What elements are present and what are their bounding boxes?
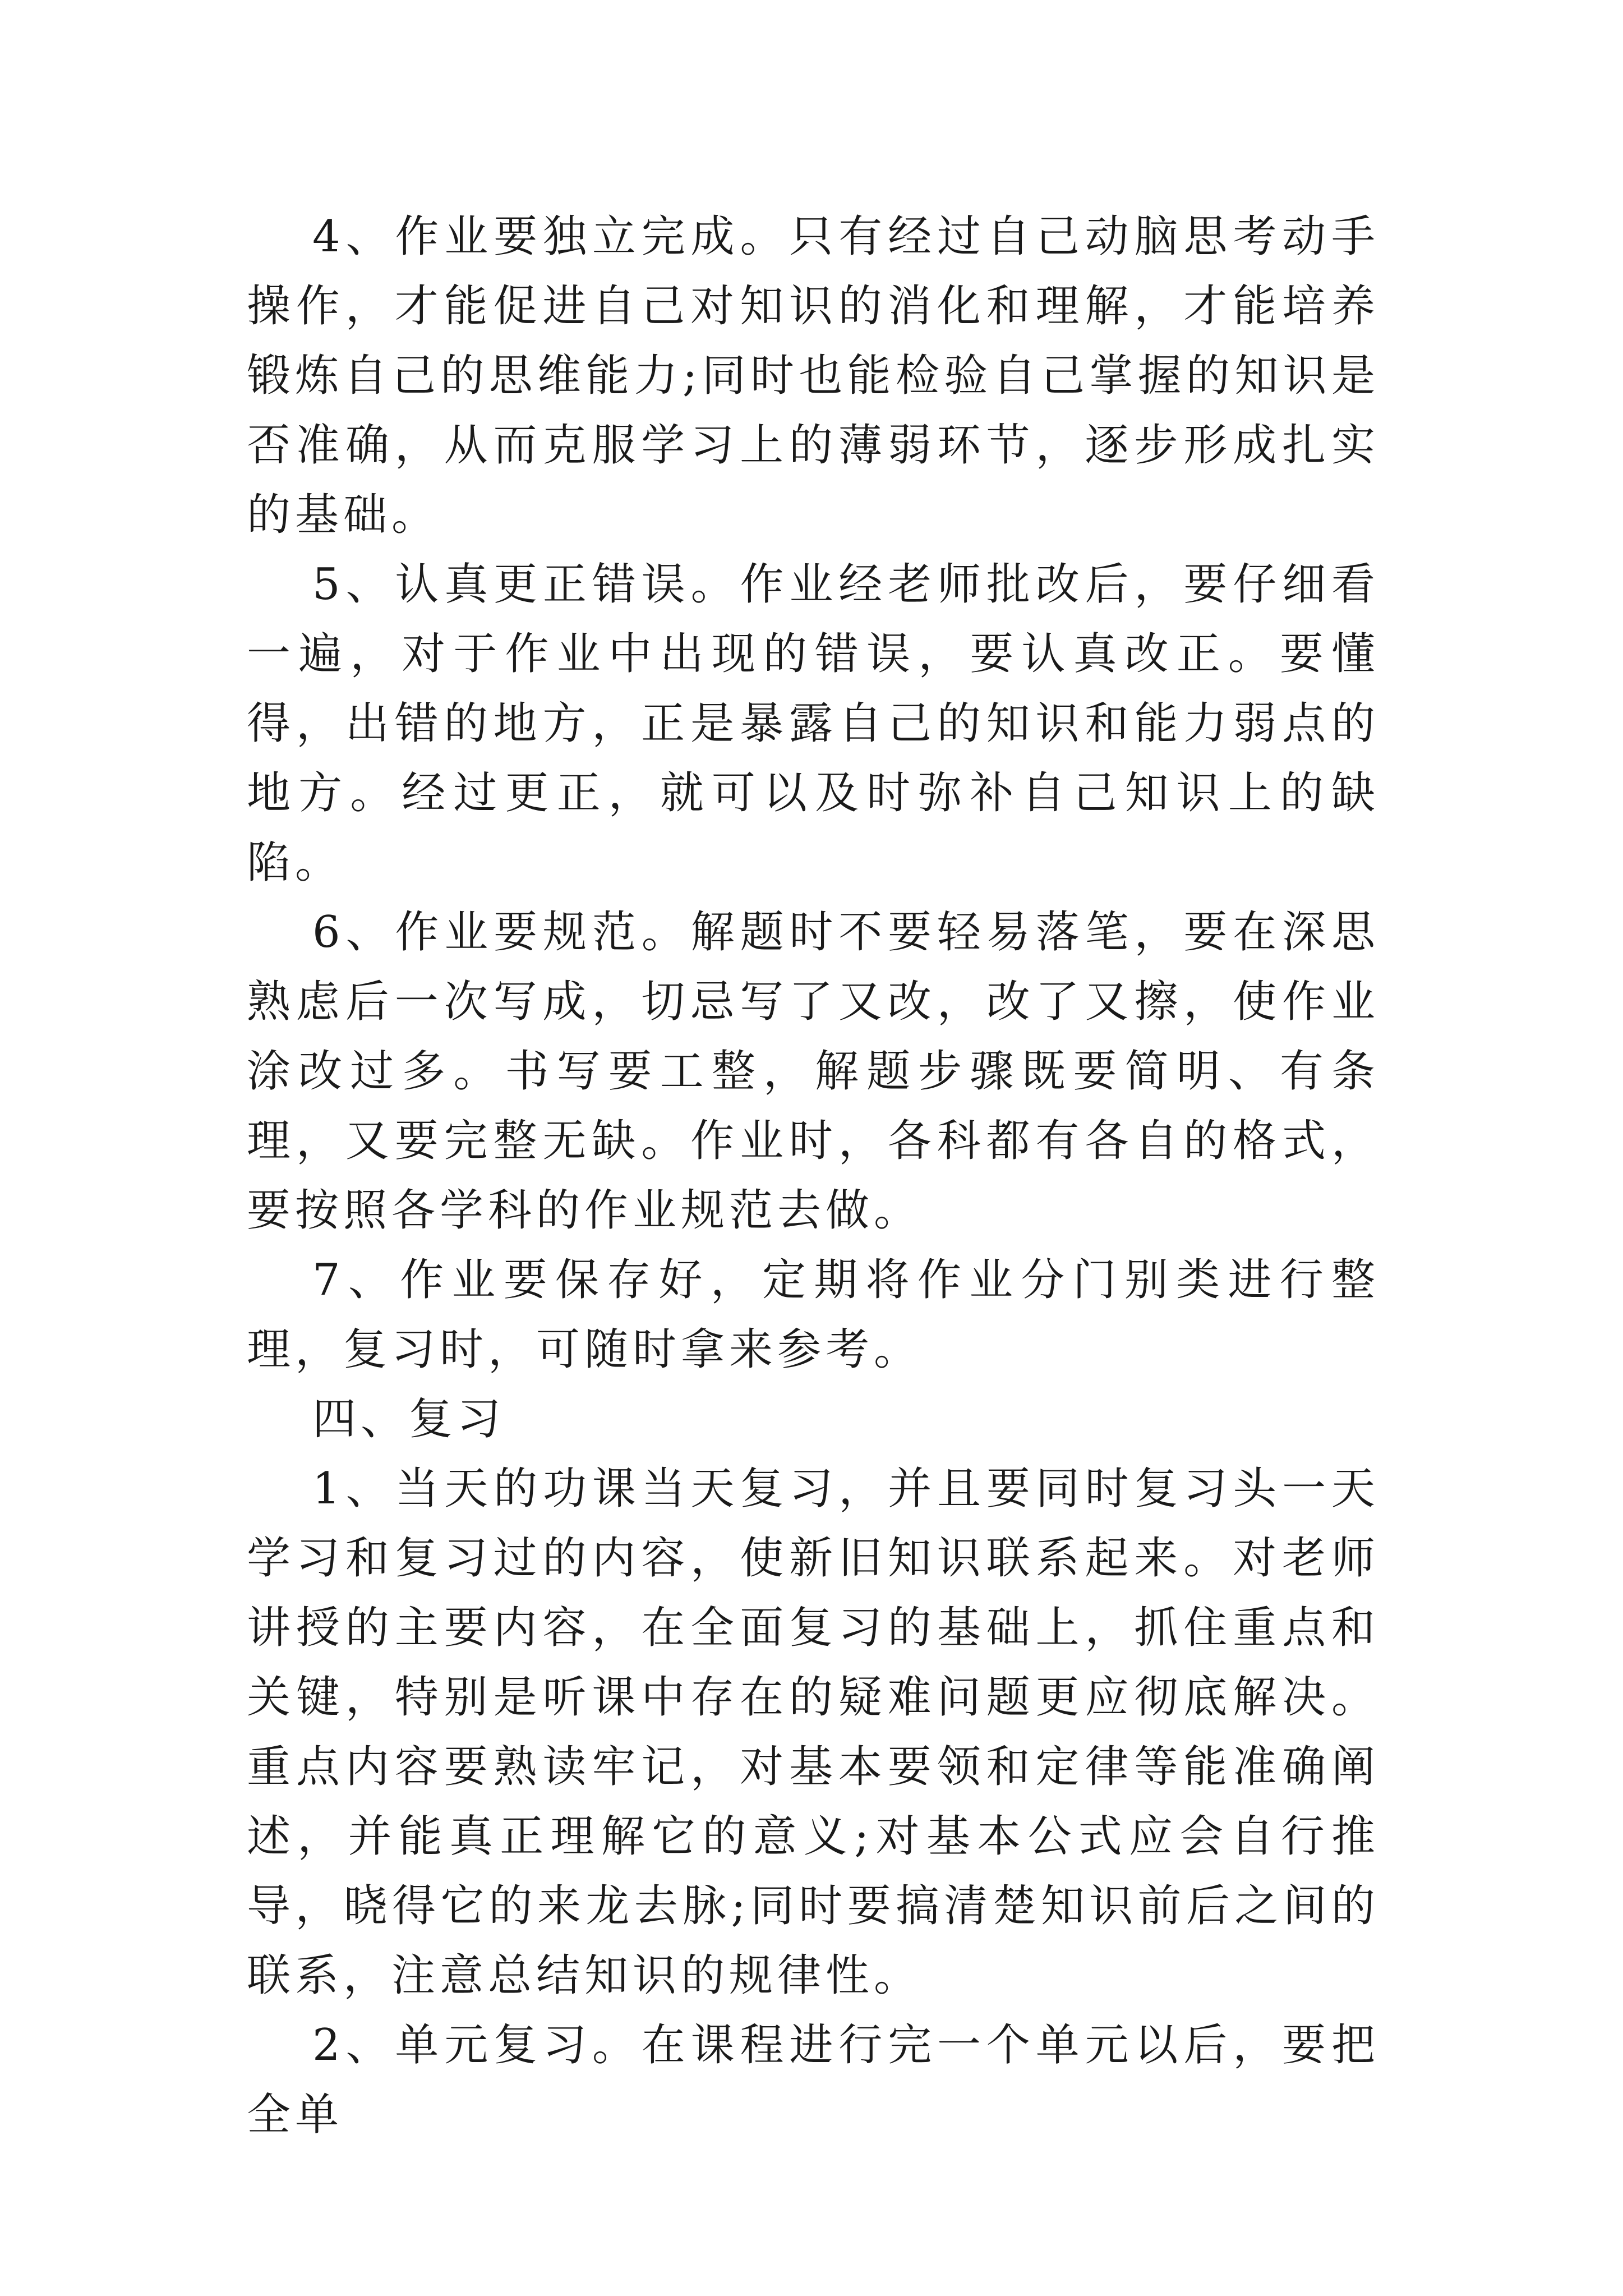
paragraph-daily-review: 1、当天的功课当天复习，并且要同时复习头一天学习和复习过的内容，使新旧知识联系起来。对老师讲授的主要内容，在全面复习的基础上，抓住重点和关键，特别是听课中存在的疑难问题更应彻底解决。重点内容要熟读牢记，对基本要领和定律等能准确阐述，并能真正理解它的意义;对基本公式应会自行推导，晓得它的来龙去脉;同时要搞清楚知识前后之间的联系，注意总结知识的规律性。 bbox=[247, 1464, 1380, 2001]
paragraph-save-homework: 7、作业要保存好，定期将作业分门别类进行整理，复习时，可随时拿来参考。 bbox=[247, 1255, 1380, 1375]
paragraph-unit-review: 2、单元复习。在课程进行完一个单元以后，要把全单 bbox=[247, 2020, 1380, 2140]
paragraph-homework-independent: 4、作业要独立完成。只有经过自己动脑思考动手操作，才能促进自己对知识的消化和理解，才能培养锻炼自己的思维能力;同时也能检验自己掌握的知识是否准确，从而克服学习上的薄弱环节，逐步形成扎实的基础。 bbox=[247, 211, 1380, 540]
document-body bbox=[247, 202, 1380, 2150]
paragraph-correct-errors: 5、认真更正错误。作业经老师批改后，要仔细看一遍，对于作业中出现的错误，要认真改正。要懂得，出错的地方，正是暴露自己的知识和能力弱点的地方。经过更正，就可以及时弥补自己知识上的缺陷。 bbox=[247, 559, 1380, 888]
paragraph-homework-standard: 6、作业要规范。解题时不要轻易落笔，要在深思熟虑后一次写成，切忌写了又改，改了又擦，使作业涂改过多。书写要工整，解题步骤既要简明、有条理，又要完整无缺。作业时，各科都有各自的格式，要按照各学科的作业规范去做。 bbox=[247, 907, 1380, 1236]
section-heading-review: 四、复习 bbox=[312, 1394, 506, 1444]
